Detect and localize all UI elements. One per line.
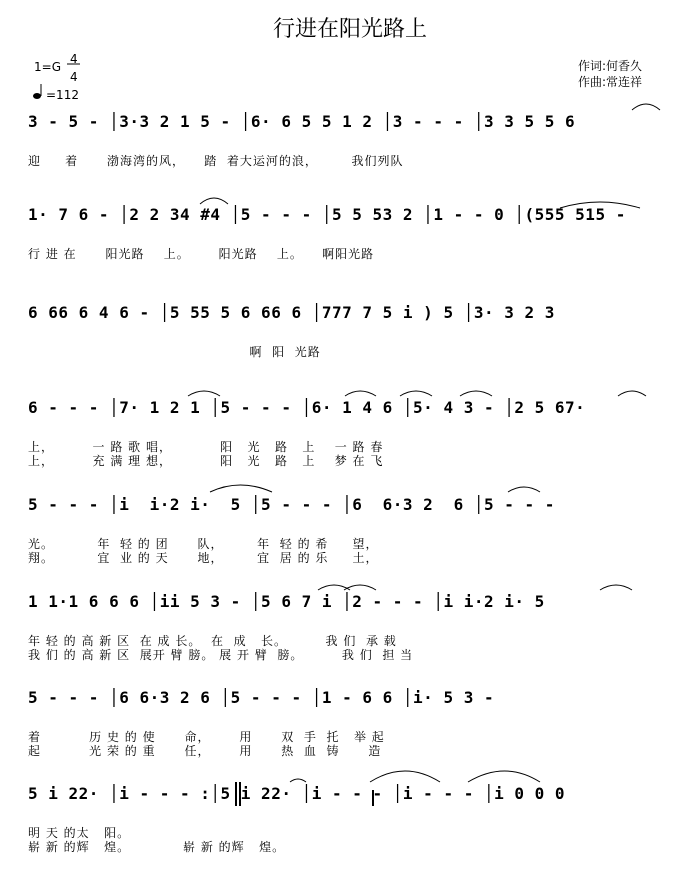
song-title: 行进在阳光路上 (272, 17, 427, 42)
notation-line: 3 - 5 - │3·3 2 1 5 - │6· 6 5 5 1 2 │3 - - - │3 3 5 5 6 (28, 112, 576, 131)
lyric-line-2: 翔。 宜 业 的 天 地， 宜 居 的 乐 土， (28, 551, 379, 565)
time-denominator: 4 (70, 70, 78, 84)
notation-line: 1 1·1 6 6 6 │ii 5 3 - │5 6 7 i │2 - - - │i i·2 i· 5 (28, 592, 545, 611)
tempo-marking: =112 (46, 88, 79, 102)
notation-line: 5 - - - │6 6·3 2 6 │5 - - - │1 - 6 6 │i· 5 3 - (28, 688, 495, 707)
notation-line: 6 - - - │7· 1 2 1 │5 - - - │6· 1 4 6 │5· 4 3 - │2 5 67· (28, 398, 586, 417)
lyric-line-1: 行 进 在 阳光路 上。 阳光路 上。 啊阳光路 (28, 247, 375, 261)
lyric-line-2: 上， 充 满 理 想， 阳 光 路 上 梦 在 飞 (28, 454, 384, 468)
lyricist: 作词:何香久 (578, 59, 643, 73)
notation-line: 6 66 6 4 6 - │5 55 5 6 66 6 │777 7 5 i ) 5 │3· 3 2 3 (28, 303, 555, 322)
lyric-line-2: 我 们 的 高 新 区 展开 臂 膀。 展 开 臂 膀。 我 们 担 当 (28, 648, 414, 662)
notation-line: 5 i 22· │i - - - :│5 i 22· │i - - - │i - - - │i 0 0 0 (28, 784, 566, 803)
lyric-line-2: 起 光 荣 的 重 任， 用 热 血 铸 造 (28, 744, 382, 758)
lyric-line-1: 光。 年 轻 的 团 队， 年 轻 的 希 望， (28, 537, 379, 551)
key-signature: 1=G (34, 60, 61, 74)
time-numerator: 4 (70, 52, 78, 66)
notation-line: 5 - - - │i i·2 i· 5 │5 - - - │6 6·3 2 6 │5 - - - (28, 495, 555, 514)
notation-line: 1· 7 6 - │2 2 34 #4 │5 - - - │5 5 53 2 │1 - - 0 │(555 515 - (28, 205, 626, 224)
lyric-line-1: 啊 阳 光路 (28, 345, 321, 359)
lyric-line-1: 迎 着 渤海湾的风， 踏 着大运河的浪， 我们列队 (28, 154, 404, 168)
composer: 作曲:常连祥 (578, 75, 643, 89)
lyric-line-1: 年 轻 的 高 新 区 在 成 长。 在 成 长。 我 们 承 载 (28, 634, 397, 648)
lyric-line-2: 崭 新 的辉 煌。 崭 新 的辉 煌。 (28, 840, 286, 854)
lyric-line-1: 上， 一 路 歌 唱， 阳 光 路 上 一 路 春 (28, 440, 384, 454)
lyric-line-1: 明 天 的太 阳。 (28, 826, 131, 840)
lyric-line-1: 着 历 史 的 使 命， 用 双 手 托 举 起 (28, 730, 385, 744)
